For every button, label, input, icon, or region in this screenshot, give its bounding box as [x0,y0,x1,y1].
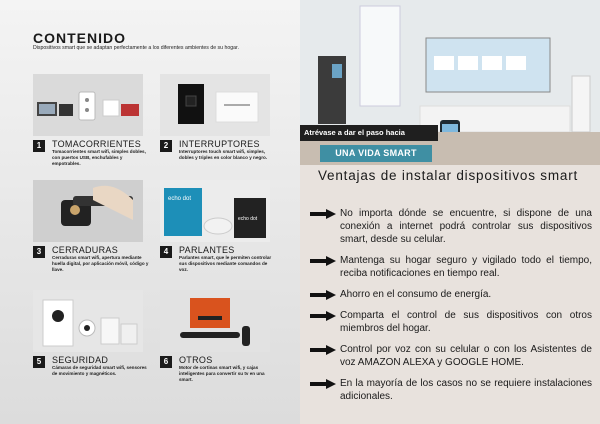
benefit-text: Ahorro en el consumo de energía. [340,289,492,300]
page-subtitle: Dispositivos smart que se adaptan perfectamente a los diferentes ambientes de su hogar. [33,45,239,51]
benefit-text: Control por voz con su celular o con los Asistentes de voz AMAZON ALEXA y GOOGLE HOME. [340,344,592,368]
card-name: OTROS [179,355,213,365]
tagline-highlight: UNA VIDA SMART [320,145,432,162]
benefit-text: En la mayoría de los casos no se requiere instalaciones adicionales. [340,378,592,402]
arrow-right-icon [310,379,336,389]
lock-illustration [33,180,143,242]
card-description: Cerraduras smart wifi, apertura mediante huella digital, por aplicación móvil, código y llave. [52,255,149,272]
arrow-right-icon [310,311,336,321]
card-number: 5 [33,356,45,368]
card-number: 6 [160,356,172,368]
card-number: 4 [160,246,172,258]
cerraduras-image [33,180,143,242]
arrow-right-icon [310,290,336,300]
card-number: 2 [160,140,172,152]
card-description: Cámaras de seguridad smart wifi, sensores de movimiento y magnéticos. [52,365,147,376]
benefit-item [310,207,592,246]
seguridad-image [33,290,143,352]
card-number: 1 [33,140,45,152]
arrow-right-icon [310,345,336,355]
card-name: SEGURIDAD [52,355,109,365]
tomacorrientes-image [33,74,143,136]
page-title: CONTENIDO [33,30,126,46]
card-description: Parlantes smart, que le permiten controlar sus dispositivos mediante comandos de voz. [179,255,272,272]
benefit-item [310,343,592,369]
right-page [300,0,600,424]
card-name: TOMACORRIENTES [52,139,142,149]
echo-dot-box-logo: echo dot [238,216,258,222]
hero-image [300,0,600,165]
outlets-illustration [33,74,143,136]
otros-image [160,290,270,352]
interruptores-image [160,74,270,136]
benefit-item [310,288,592,301]
arrow-right-icon [310,256,336,266]
benefit-item [310,254,592,280]
card-name: CERRADURAS [52,245,119,255]
card-description: Tomacorrientes smart wifi, simples dobles, con puertos USB, enchufables y empotrables. [52,149,146,166]
benefits-list [310,207,592,411]
benefits-title: Ventajas de instalar dispositivos smart [318,168,579,183]
switches-illustration [160,74,270,136]
card-number: 3 [33,246,45,258]
card-name: PARLANTES [179,245,235,255]
benefit-text: Comparta el control de sus dispositivos con otros miembros del hogar. [340,310,592,334]
camera-illustration [33,290,143,352]
streaming-stick-illustration [160,290,270,352]
card-description: Interruptores touch smart wifi, simples, dobles y triples en color blanco y negro. [179,149,268,160]
benefit-text: Mantenga su hogar seguro y vigilado todo el tiempo, reciba notificaciones en tiempo real. [340,255,592,279]
card-name: INTERRUPTORES [179,139,260,149]
echo-dot-logo: echo dot [168,196,192,202]
benefit-text: No importa dónde se encuentre, si dispone de una conexión a internet podrá controlar sus dispositivos smart, desde su celular. [340,208,592,245]
benefit-item [310,309,592,335]
card-description: Motor de cortinas smart wifi, y cajas inteligentes para convertir su tv en una smart. [179,365,265,382]
arrow-right-icon [310,209,336,219]
benefit-item [310,377,592,403]
parlantes-image [160,180,270,242]
speaker-illustration [160,180,270,242]
tagline: Atrévase a dar el paso hacia [300,125,438,141]
